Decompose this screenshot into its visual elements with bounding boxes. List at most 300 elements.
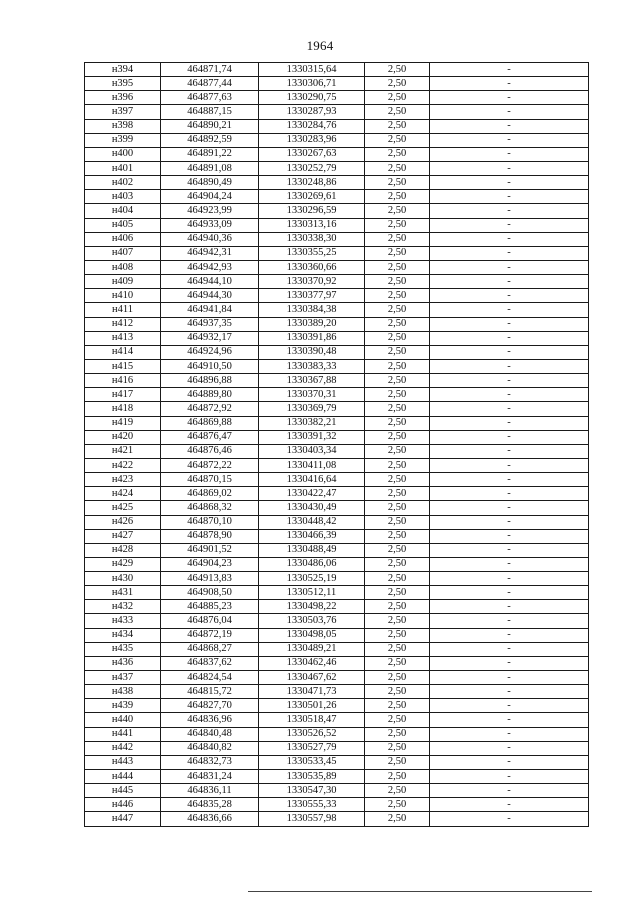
y-coordinate-cell: 1330488,49 [259, 543, 365, 557]
x-coordinate-cell: 464944,10 [161, 275, 259, 289]
x-coordinate-cell: 464887,15 [161, 105, 259, 119]
error-cell: 2,50 [365, 501, 430, 515]
point-id-cell: н399 [85, 133, 161, 147]
x-coordinate-cell: 464940,36 [161, 232, 259, 246]
table-row [85, 685, 589, 699]
point-id-cell: н436 [85, 656, 161, 670]
note-cell: - [430, 289, 589, 303]
note-cell: - [430, 699, 589, 713]
error-cell: 2,50 [365, 487, 430, 501]
note-cell: - [430, 600, 589, 614]
error-cell: 2,50 [365, 331, 430, 345]
point-id-cell: н446 [85, 798, 161, 812]
x-coordinate-cell: 464840,48 [161, 727, 259, 741]
error-cell: 2,50 [365, 260, 430, 274]
note-cell: - [430, 784, 589, 798]
point-id-cell: н444 [85, 770, 161, 784]
y-coordinate-cell: 1330557,98 [259, 812, 365, 826]
error-cell: 2,50 [365, 204, 430, 218]
x-coordinate-cell: 464942,31 [161, 246, 259, 260]
point-id-cell: н414 [85, 345, 161, 359]
x-coordinate-cell: 464904,24 [161, 190, 259, 204]
point-id-cell: н402 [85, 176, 161, 190]
y-coordinate-cell: 1330527,79 [259, 741, 365, 755]
table-row [85, 416, 589, 430]
table-row [85, 218, 589, 232]
point-id-cell: н410 [85, 289, 161, 303]
note-cell: - [430, 557, 589, 571]
table-row [85, 529, 589, 543]
y-coordinate-cell: 1330355,25 [259, 246, 365, 260]
x-coordinate-cell: 464872,92 [161, 402, 259, 416]
y-coordinate-cell: 1330430,49 [259, 501, 365, 515]
point-id-cell: н406 [85, 232, 161, 246]
y-coordinate-cell: 1330466,39 [259, 529, 365, 543]
y-coordinate-cell: 1330315,64 [259, 63, 365, 77]
x-coordinate-cell: 464871,74 [161, 63, 259, 77]
note-cell: - [430, 529, 589, 543]
note-cell: - [430, 628, 589, 642]
error-cell: 2,50 [365, 161, 430, 175]
point-id-cell: н420 [85, 430, 161, 444]
table-row [85, 275, 589, 289]
y-coordinate-cell: 1330525,19 [259, 572, 365, 586]
point-id-cell: н394 [85, 63, 161, 77]
note-cell: - [430, 586, 589, 600]
x-coordinate-cell: 464815,72 [161, 685, 259, 699]
x-coordinate-cell: 464891,08 [161, 161, 259, 175]
point-id-cell: н428 [85, 543, 161, 557]
point-id-cell: н415 [85, 359, 161, 373]
table-row [85, 147, 589, 161]
point-id-cell: н442 [85, 741, 161, 755]
point-id-cell: н439 [85, 699, 161, 713]
x-coordinate-cell: 464913,83 [161, 572, 259, 586]
table-row [85, 699, 589, 713]
error-cell: 2,50 [365, 133, 430, 147]
point-id-cell: н412 [85, 317, 161, 331]
note-cell: - [430, 204, 589, 218]
y-coordinate-cell: 1330512,11 [259, 586, 365, 600]
error-cell: 2,50 [365, 628, 430, 642]
error-cell: 2,50 [365, 798, 430, 812]
error-cell: 2,50 [365, 105, 430, 119]
y-coordinate-cell: 1330382,21 [259, 416, 365, 430]
note-cell: - [430, 232, 589, 246]
table-row [85, 388, 589, 402]
table-row [85, 473, 589, 487]
point-id-cell: н409 [85, 275, 161, 289]
note-cell: - [430, 303, 589, 317]
x-coordinate-cell: 464892,59 [161, 133, 259, 147]
error-cell: 2,50 [365, 190, 430, 204]
point-id-cell: н411 [85, 303, 161, 317]
x-coordinate-cell: 464941,84 [161, 303, 259, 317]
error-cell: 2,50 [365, 755, 430, 769]
error-cell: 2,50 [365, 529, 430, 543]
x-coordinate-cell: 464824,54 [161, 671, 259, 685]
point-id-cell: н403 [85, 190, 161, 204]
y-coordinate-cell: 1330369,79 [259, 402, 365, 416]
x-coordinate-cell: 464923,99 [161, 204, 259, 218]
point-id-cell: н400 [85, 147, 161, 161]
error-cell: 2,50 [365, 557, 430, 571]
note-cell: - [430, 572, 589, 586]
point-id-cell: н404 [85, 204, 161, 218]
note-cell: - [430, 671, 589, 685]
y-coordinate-cell: 1330403,34 [259, 444, 365, 458]
point-id-cell: н421 [85, 444, 161, 458]
error-cell: 2,50 [365, 685, 430, 699]
y-coordinate-cell: 1330252,79 [259, 161, 365, 175]
table-row [85, 289, 589, 303]
point-id-cell: н401 [85, 161, 161, 175]
point-id-cell: н408 [85, 260, 161, 274]
note-cell: - [430, 713, 589, 727]
y-coordinate-cell: 1330283,96 [259, 133, 365, 147]
x-coordinate-cell: 464908,50 [161, 586, 259, 600]
note-cell: - [430, 218, 589, 232]
x-coordinate-cell: 464870,10 [161, 515, 259, 529]
note-cell: - [430, 770, 589, 784]
point-id-cell: н426 [85, 515, 161, 529]
table-row [85, 586, 589, 600]
point-id-cell: н413 [85, 331, 161, 345]
table-row [85, 176, 589, 190]
point-id-cell: н407 [85, 246, 161, 260]
y-coordinate-cell: 1330533,45 [259, 755, 365, 769]
table-row [85, 161, 589, 175]
note-cell: - [430, 345, 589, 359]
y-coordinate-cell: 1330489,21 [259, 642, 365, 656]
x-coordinate-cell: 464910,50 [161, 359, 259, 373]
point-id-cell: н427 [85, 529, 161, 543]
table-row [85, 204, 589, 218]
point-id-cell: н434 [85, 628, 161, 642]
note-cell: - [430, 741, 589, 755]
table-row [85, 755, 589, 769]
table-row [85, 345, 589, 359]
note-cell: - [430, 685, 589, 699]
note-cell: - [430, 458, 589, 472]
point-id-cell: н431 [85, 586, 161, 600]
y-coordinate-cell: 1330306,71 [259, 77, 365, 91]
note-cell: - [430, 374, 589, 388]
note-cell: - [430, 543, 589, 557]
y-coordinate-cell: 1330248,86 [259, 176, 365, 190]
error-cell: 2,50 [365, 77, 430, 91]
x-coordinate-cell: 464924,96 [161, 345, 259, 359]
y-coordinate-cell: 1330370,31 [259, 388, 365, 402]
error-cell: 2,50 [365, 246, 430, 260]
error-cell: 2,50 [365, 345, 430, 359]
x-coordinate-cell: 464878,90 [161, 529, 259, 543]
table-row [85, 444, 589, 458]
error-cell: 2,50 [365, 91, 430, 105]
note-cell: - [430, 416, 589, 430]
x-coordinate-cell: 464832,73 [161, 755, 259, 769]
note-cell: - [430, 444, 589, 458]
error-cell: 2,50 [365, 727, 430, 741]
error-cell: 2,50 [365, 784, 430, 798]
y-coordinate-cell: 1330383,33 [259, 359, 365, 373]
y-coordinate-cell: 1330416,64 [259, 473, 365, 487]
note-cell: - [430, 812, 589, 826]
note-cell: - [430, 473, 589, 487]
table-row [85, 331, 589, 345]
y-coordinate-cell: 1330501,26 [259, 699, 365, 713]
error-cell: 2,50 [365, 430, 430, 444]
y-coordinate-cell: 1330367,88 [259, 374, 365, 388]
error-cell: 2,50 [365, 374, 430, 388]
x-coordinate-cell: 464836,11 [161, 784, 259, 798]
error-cell: 2,50 [365, 388, 430, 402]
note-cell: - [430, 501, 589, 515]
point-id-cell: н447 [85, 812, 161, 826]
point-id-cell: н418 [85, 402, 161, 416]
table-row [85, 487, 589, 501]
table-row [85, 91, 589, 105]
y-coordinate-cell: 1330390,48 [259, 345, 365, 359]
point-id-cell: н443 [85, 755, 161, 769]
error-cell: 2,50 [365, 543, 430, 557]
x-coordinate-cell: 464876,04 [161, 614, 259, 628]
y-coordinate-cell: 1330391,32 [259, 430, 365, 444]
x-coordinate-cell: 464885,23 [161, 600, 259, 614]
table-row [85, 374, 589, 388]
y-coordinate-cell: 1330287,93 [259, 105, 365, 119]
note-cell: - [430, 359, 589, 373]
error-cell: 2,50 [365, 770, 430, 784]
y-coordinate-cell: 1330284,76 [259, 119, 365, 133]
note-cell: - [430, 727, 589, 741]
x-coordinate-cell: 464890,21 [161, 119, 259, 133]
note-cell: - [430, 656, 589, 670]
table-row [85, 741, 589, 755]
error-cell: 2,50 [365, 614, 430, 628]
y-coordinate-cell: 1330391,86 [259, 331, 365, 345]
x-coordinate-cell: 464937,35 [161, 317, 259, 331]
error-cell: 2,50 [365, 317, 430, 331]
y-coordinate-cell: 1330290,75 [259, 91, 365, 105]
note-cell: - [430, 190, 589, 204]
point-id-cell: н419 [85, 416, 161, 430]
x-coordinate-cell: 464868,27 [161, 642, 259, 656]
note-cell: - [430, 614, 589, 628]
bottom-rule [248, 891, 592, 892]
note-cell: - [430, 161, 589, 175]
table-row [85, 572, 589, 586]
point-id-cell: н396 [85, 91, 161, 105]
y-coordinate-cell: 1330370,92 [259, 275, 365, 289]
y-coordinate-cell: 1330526,52 [259, 727, 365, 741]
error-cell: 2,50 [365, 642, 430, 656]
error-cell: 2,50 [365, 402, 430, 416]
table-row [85, 246, 589, 260]
y-coordinate-cell: 1330518,47 [259, 713, 365, 727]
x-coordinate-cell: 464889,80 [161, 388, 259, 402]
error-cell: 2,50 [365, 275, 430, 289]
x-coordinate-cell: 464837,62 [161, 656, 259, 670]
table-row [85, 133, 589, 147]
note-cell: - [430, 798, 589, 812]
page-number: 1964 [306, 38, 334, 53]
point-id-cell: н422 [85, 458, 161, 472]
y-coordinate-cell: 1330296,59 [259, 204, 365, 218]
table-row [85, 119, 589, 133]
y-coordinate-cell: 1330462,46 [259, 656, 365, 670]
y-coordinate-cell: 1330360,66 [259, 260, 365, 274]
x-coordinate-cell: 464872,19 [161, 628, 259, 642]
error-cell: 2,50 [365, 289, 430, 303]
y-coordinate-cell: 1330389,20 [259, 317, 365, 331]
y-coordinate-cell: 1330269,61 [259, 190, 365, 204]
y-coordinate-cell: 1330503,76 [259, 614, 365, 628]
table-row [85, 770, 589, 784]
x-coordinate-cell: 464933,09 [161, 218, 259, 232]
error-cell: 2,50 [365, 458, 430, 472]
y-coordinate-cell: 1330411,08 [259, 458, 365, 472]
table-row [85, 402, 589, 416]
x-coordinate-cell: 464877,63 [161, 91, 259, 105]
table-row [85, 303, 589, 317]
table-row [85, 628, 589, 642]
y-coordinate-cell: 1330486,06 [259, 557, 365, 571]
y-coordinate-cell: 1330384,38 [259, 303, 365, 317]
note-cell: - [430, 63, 589, 77]
point-id-cell: н423 [85, 473, 161, 487]
table-row [85, 557, 589, 571]
table-row [85, 63, 589, 77]
x-coordinate-cell: 464836,96 [161, 713, 259, 727]
error-cell: 2,50 [365, 713, 430, 727]
table-row [85, 671, 589, 685]
table-row [85, 727, 589, 741]
error-cell: 2,50 [365, 303, 430, 317]
table-row [85, 105, 589, 119]
note-cell: - [430, 430, 589, 444]
y-coordinate-cell: 1330267,63 [259, 147, 365, 161]
table-row [85, 812, 589, 826]
error-cell: 2,50 [365, 218, 430, 232]
x-coordinate-cell: 464876,46 [161, 444, 259, 458]
x-coordinate-cell: 464827,70 [161, 699, 259, 713]
table-row [85, 798, 589, 812]
error-cell: 2,50 [365, 699, 430, 713]
y-coordinate-cell: 1330471,73 [259, 685, 365, 699]
table-row [85, 359, 589, 373]
y-coordinate-cell: 1330338,30 [259, 232, 365, 246]
x-coordinate-cell: 464896,88 [161, 374, 259, 388]
table-row [85, 543, 589, 557]
error-cell: 2,50 [365, 444, 430, 458]
note-cell: - [430, 119, 589, 133]
y-coordinate-cell: 1330313,16 [259, 218, 365, 232]
y-coordinate-cell: 1330448,42 [259, 515, 365, 529]
table-row [85, 190, 589, 204]
note-cell: - [430, 260, 589, 274]
table-row [85, 713, 589, 727]
note-cell: - [430, 331, 589, 345]
x-coordinate-cell: 464869,88 [161, 416, 259, 430]
note-cell: - [430, 402, 589, 416]
error-cell: 2,50 [365, 586, 430, 600]
x-coordinate-cell: 464942,93 [161, 260, 259, 274]
y-coordinate-cell: 1330535,89 [259, 770, 365, 784]
y-coordinate-cell: 1330467,62 [259, 671, 365, 685]
x-coordinate-cell: 464876,47 [161, 430, 259, 444]
x-coordinate-cell: 464872,22 [161, 458, 259, 472]
table-row [85, 614, 589, 628]
x-coordinate-cell: 464831,24 [161, 770, 259, 784]
error-cell: 2,50 [365, 232, 430, 246]
point-id-cell: н429 [85, 557, 161, 571]
table-row [85, 232, 589, 246]
table-row [85, 600, 589, 614]
table-row [85, 458, 589, 472]
point-id-cell: н438 [85, 685, 161, 699]
table-row [85, 501, 589, 515]
y-coordinate-cell: 1330377,97 [259, 289, 365, 303]
error-cell: 2,50 [365, 572, 430, 586]
y-coordinate-cell: 1330498,22 [259, 600, 365, 614]
x-coordinate-cell: 464870,15 [161, 473, 259, 487]
point-id-cell: н437 [85, 671, 161, 685]
note-cell: - [430, 642, 589, 656]
error-cell: 2,50 [365, 416, 430, 430]
x-coordinate-cell: 464835,28 [161, 798, 259, 812]
error-cell: 2,50 [365, 176, 430, 190]
y-coordinate-cell: 1330547,30 [259, 784, 365, 798]
error-cell: 2,50 [365, 147, 430, 161]
x-coordinate-cell: 464869,02 [161, 487, 259, 501]
y-coordinate-cell: 1330422,47 [259, 487, 365, 501]
point-id-cell: н440 [85, 713, 161, 727]
point-id-cell: н405 [85, 218, 161, 232]
note-cell: - [430, 246, 589, 260]
table-body [85, 63, 589, 827]
error-cell: 2,50 [365, 671, 430, 685]
x-coordinate-cell: 464891,22 [161, 147, 259, 161]
note-cell: - [430, 133, 589, 147]
note-cell: - [430, 275, 589, 289]
point-id-cell: н435 [85, 642, 161, 656]
point-id-cell: н430 [85, 572, 161, 586]
x-coordinate-cell: 464944,30 [161, 289, 259, 303]
note-cell: - [430, 105, 589, 119]
table-row [85, 317, 589, 331]
error-cell: 2,50 [365, 812, 430, 826]
coordinates-table [84, 62, 589, 827]
note-cell: - [430, 515, 589, 529]
error-cell: 2,50 [365, 473, 430, 487]
point-id-cell: н433 [85, 614, 161, 628]
note-cell: - [430, 147, 589, 161]
note-cell: - [430, 755, 589, 769]
x-coordinate-cell: 464877,44 [161, 77, 259, 91]
note-cell: - [430, 317, 589, 331]
point-id-cell: н424 [85, 487, 161, 501]
table-row [85, 77, 589, 91]
table-row [85, 260, 589, 274]
table-row [85, 656, 589, 670]
x-coordinate-cell: 464901,52 [161, 543, 259, 557]
table-row [85, 430, 589, 444]
y-coordinate-cell: 1330498,05 [259, 628, 365, 642]
note-cell: - [430, 388, 589, 402]
point-id-cell: н395 [85, 77, 161, 91]
point-id-cell: н397 [85, 105, 161, 119]
